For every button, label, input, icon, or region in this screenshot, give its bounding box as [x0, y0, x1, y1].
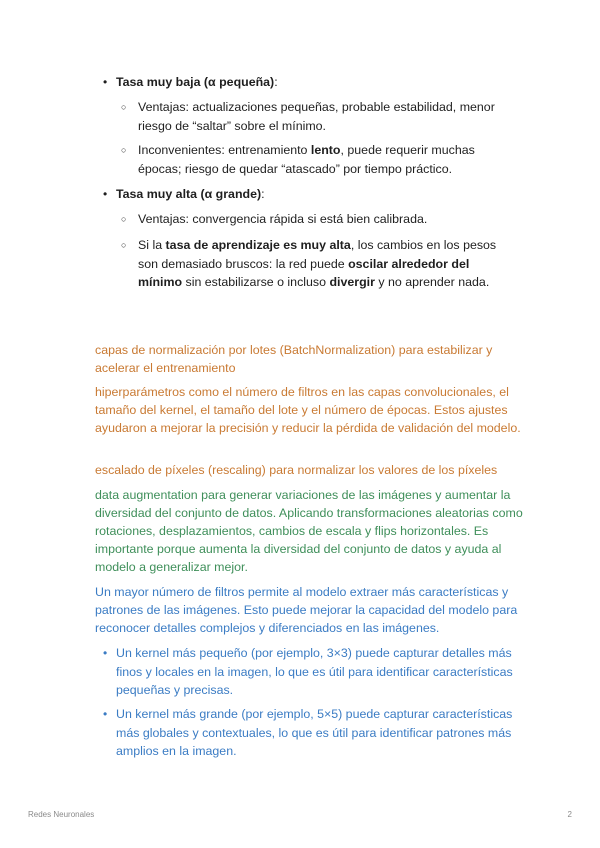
bullet: •	[103, 707, 108, 721]
list-item-kernel-small: • Un kernel más pequeño (por ejemplo, 3×3) puede capturar detalles más finos y locales en la imagen, lo que es útil para identificar características pequeñas y precisas.	[103, 646, 513, 697]
note-rescaling: escalado de píxeles (rescaling) para normalizar los valores de los píxeles	[95, 463, 498, 477]
note-batchnorm: capas de normalización por lotes (BatchNormalization) para estabilizar y acelerar el entrenamiento	[95, 343, 493, 375]
bullet-hollow: ○	[121, 102, 127, 112]
sub-item-high-advantages: ○ Ventajas: convergencia rápida si está bien calibrada.	[138, 210, 516, 229]
sub-item-low-advantages: ○ Ventajas: actualizaciones pequeñas, probable estabilidad, menor riesgo de “saltar” sobre el mínimo.	[121, 100, 495, 133]
note-data-augmentation: data augmentation para generar variaciones de las imágenes y aumentar la diversidad del conjunto de datos. Aplicando transformaciones aleatorias como rotaciones, desplazamientos, cambios de escala y flips horizontales. Es importante porque aumenta la diversidad del conjunto de datos y ayuda al modelo a generalizar mejor.	[95, 488, 523, 574]
bullet: •	[103, 75, 108, 89]
bullet-hollow: ○	[121, 240, 127, 250]
bullet: •	[103, 187, 108, 201]
list-item-high-rate: • Tasa muy alta (α grande):	[103, 187, 265, 201]
bullet-hollow: ○	[121, 145, 127, 155]
bullet: •	[103, 646, 108, 660]
footer-title: Redes Neuronales	[28, 810, 95, 819]
note-hyperparameters: hiperparámetros como el número de filtros en las capas convolucionales, el tamaño del kernel, el tamaño del lote y el número de épocas. Estos ajustes ayudaron a mejorar la precisión y reducir la pérdida de validación del modelo.	[95, 385, 521, 435]
item-label: Tasa muy baja (α pequeña)	[116, 75, 275, 89]
note-filters: Un mayor número de filtros permite al modelo extraer más características y patrones de las imágenes. Esto puede mejorar la capacidad del modelo para reconocer detalles complejos y diferenciados en las imágenes.	[95, 585, 518, 635]
list-item-low-rate: • Tasa muy baja (α pequeña):	[103, 75, 278, 89]
bullet-hollow: ○	[121, 214, 127, 224]
list-item-kernel-large: • Un kernel más grande (por ejemplo, 5×5) puede capturar características más globales y contextuales, lo que es útil para identificar patrones más amplios en la imagen.	[103, 707, 513, 758]
sub-item-high-warning: ○ Si la tasa de aprendizaje es muy alta, los cambios en los pesos son demasiado bruscos: la red puede oscilar alrededor del mínimo sin estabilizarse o incluso divergir y no aprender nada.	[121, 238, 497, 289]
page-number: 2	[567, 810, 572, 819]
sub-item-low-disadvantages: ○ Inconvenientes: entrenamiento lento, puede requerir muchas épocas; riesgo de quedar “atascado” por tiempo práctico.	[121, 143, 475, 176]
item-label: Tasa muy alta (α grande)	[116, 187, 262, 201]
